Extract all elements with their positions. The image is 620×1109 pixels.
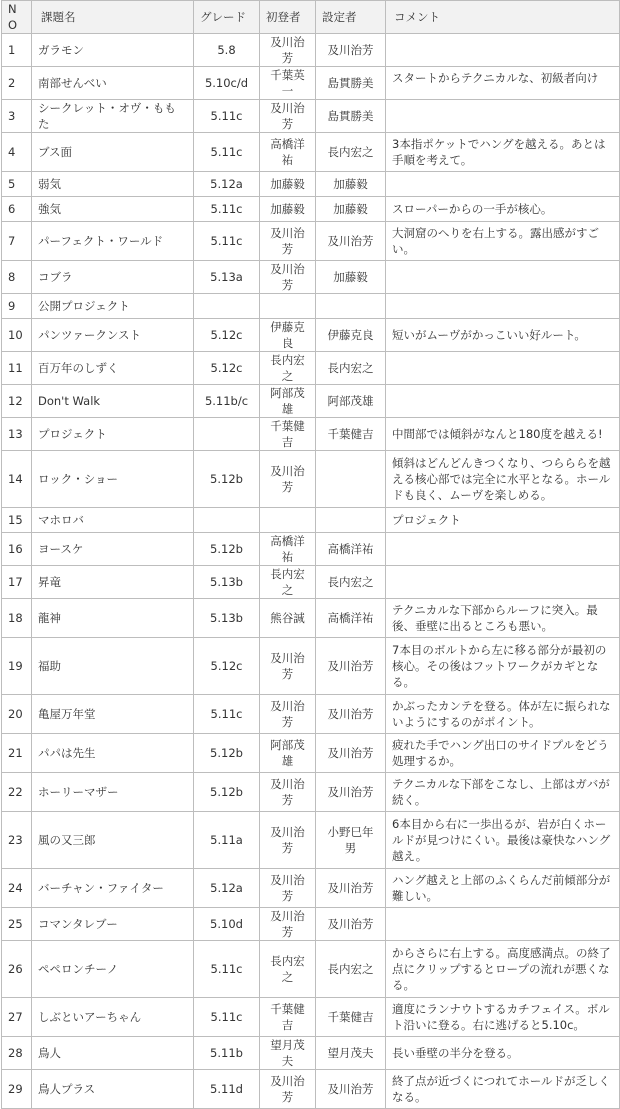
route-grade: 5.10d bbox=[194, 908, 260, 941]
table-row bbox=[2, 451, 620, 508]
route-grade: 5.11d bbox=[194, 1070, 260, 1109]
route-no: 1 bbox=[2, 34, 32, 67]
route-name: 百万年のしずく bbox=[32, 352, 194, 385]
route-no: 10 bbox=[2, 319, 32, 352]
route-comment bbox=[386, 352, 620, 385]
route-no: 11 bbox=[2, 352, 32, 385]
route-grade: 5.12c bbox=[194, 638, 260, 695]
table-row bbox=[2, 133, 620, 172]
route-comment: スローパーからの一手が核心。 bbox=[386, 197, 620, 222]
route-first-ascent: 伊藤克良 bbox=[260, 319, 316, 352]
route-setter: 阿部茂雄 bbox=[316, 385, 386, 418]
route-comment: 7本目のボルトから左に移る部分が最初の核心。その後はフットワークがカギとなる。 bbox=[386, 638, 620, 695]
route-no: 26 bbox=[2, 941, 32, 998]
header-no: NO bbox=[2, 1, 32, 34]
route-first-ascent: 及川治芳 bbox=[260, 100, 316, 133]
route-comment-cell bbox=[386, 67, 620, 100]
route-first-ascent: 及川治芳 bbox=[260, 908, 316, 941]
route-no: 13 bbox=[2, 418, 32, 451]
route-comment: テクニカルな下部をこなし、上部はガバが続く。 bbox=[386, 773, 620, 812]
route-name: ペペロンチーノ bbox=[32, 941, 194, 998]
route-comment: 終了点が近づくにつれてホールドが乏しくなる。 bbox=[386, 1070, 620, 1109]
route-setter: 加藤毅 bbox=[316, 197, 386, 222]
route-no: 6 bbox=[2, 197, 32, 222]
route-first-ascent: 高橋洋祐 bbox=[260, 133, 316, 172]
route-comment: スタートからテクニカルな、初級者向け bbox=[392, 71, 599, 85]
route-no: 14 bbox=[2, 451, 32, 508]
route-grade: 5.12b bbox=[194, 533, 260, 566]
route-setter: 小野巳年男 bbox=[316, 812, 386, 869]
route-name: バーチャン・ファイター bbox=[32, 869, 194, 908]
route-no: 7 bbox=[2, 222, 32, 261]
route-no: 15 bbox=[2, 508, 32, 533]
route-no: 17 bbox=[2, 566, 32, 599]
route-grade bbox=[194, 294, 260, 319]
route-setter: 高橋洋祐 bbox=[316, 599, 386, 638]
route-first-ascent: 阿部茂雄 bbox=[260, 385, 316, 418]
table-row bbox=[2, 197, 620, 222]
route-first-ascent: 及川治芳 bbox=[260, 222, 316, 261]
route-first-ascent: 及川治芳 bbox=[260, 451, 316, 508]
route-name: 南部せんべい bbox=[32, 67, 194, 100]
table-row bbox=[2, 941, 620, 998]
route-name: 鳥人プラス bbox=[32, 1070, 194, 1109]
route-name: 亀屋万年堂 bbox=[32, 695, 194, 734]
route-name: シークレット・オヴ・ももた bbox=[32, 100, 194, 133]
route-grade: 5.11c bbox=[194, 695, 260, 734]
route-setter: 千葉健吉 bbox=[316, 418, 386, 451]
route-setter: 加藤毅 bbox=[316, 261, 386, 294]
route-setter: 及川治芳 bbox=[316, 908, 386, 941]
route-name: 福助 bbox=[32, 638, 194, 695]
route-name: マホロバ bbox=[32, 508, 194, 533]
route-comment: 大洞窟のへりを右上する。露出感がすごい。 bbox=[386, 222, 620, 261]
route-setter: 長内宏之 bbox=[316, 133, 386, 172]
route-setter bbox=[316, 451, 386, 508]
route-setter: 高橋洋祐 bbox=[316, 533, 386, 566]
table-row bbox=[2, 418, 620, 451]
header-grade: グレード bbox=[194, 1, 260, 34]
route-no: 16 bbox=[2, 533, 32, 566]
route-comment: 疲れた手でハング出口のサイドプルをどう処理するか。 bbox=[386, 734, 620, 773]
route-first-ascent: 千葉健吉 bbox=[260, 998, 316, 1037]
route-no: 12 bbox=[2, 385, 32, 418]
table-row bbox=[2, 566, 620, 599]
route-comment: 長い垂壁の半分を登る。 bbox=[386, 1037, 620, 1070]
table-row bbox=[2, 812, 620, 869]
table-row bbox=[2, 508, 620, 533]
route-comment: プロジェクト bbox=[386, 508, 620, 533]
table-row bbox=[2, 261, 620, 294]
route-first-ascent: 望月茂夫 bbox=[260, 1037, 316, 1070]
route-first-ascent: 加藤毅 bbox=[260, 172, 316, 197]
table-header-row bbox=[2, 1, 620, 34]
route-setter: 及川治芳 bbox=[316, 734, 386, 773]
route-no: 3 bbox=[2, 100, 32, 133]
route-name: 龍神 bbox=[32, 599, 194, 638]
route-no: 29 bbox=[2, 1070, 32, 1109]
route-no: 23 bbox=[2, 812, 32, 869]
route-setter: 及川治芳 bbox=[316, 869, 386, 908]
route-setter: 及川治芳 bbox=[316, 34, 386, 67]
route-grade: 5.12c bbox=[194, 352, 260, 385]
route-comment bbox=[386, 533, 620, 566]
route-no: 28 bbox=[2, 1037, 32, 1070]
route-setter bbox=[316, 508, 386, 533]
route-first-ascent bbox=[260, 508, 316, 533]
route-name: ガラモン bbox=[32, 34, 194, 67]
route-comment: 短いがムーヴがかっこいい好ルート。 bbox=[386, 319, 620, 352]
route-name: 弱気 bbox=[32, 172, 194, 197]
route-grade: 5.11b/c bbox=[194, 385, 260, 418]
route-setter: 島貫勝美 bbox=[316, 67, 386, 100]
route-grade: 5.11c bbox=[194, 133, 260, 172]
route-first-ascent: 及川治芳 bbox=[260, 869, 316, 908]
table-row bbox=[2, 599, 620, 638]
route-name: 公開プロジェクト bbox=[32, 294, 194, 319]
route-first-ascent: 長内宏之 bbox=[260, 352, 316, 385]
route-comment bbox=[386, 566, 620, 599]
route-first-ascent: 高橋洋祐 bbox=[260, 533, 316, 566]
table-row bbox=[2, 319, 620, 352]
route-grade: 5.11a bbox=[194, 812, 260, 869]
route-grade: 5.11c bbox=[194, 941, 260, 998]
route-no: 19 bbox=[2, 638, 32, 695]
table-row bbox=[2, 773, 620, 812]
route-comment bbox=[386, 908, 620, 941]
route-no: 8 bbox=[2, 261, 32, 294]
route-no: 5 bbox=[2, 172, 32, 197]
route-first-ascent: 及川治芳 bbox=[260, 773, 316, 812]
route-grade: 5.13a bbox=[194, 261, 260, 294]
route-comment: からさらに右上する。高度感満点。の終了点にクリップするとロープの流れが悪くなる。 bbox=[386, 941, 620, 998]
route-no: 24 bbox=[2, 869, 32, 908]
route-name: 風の又三郎 bbox=[32, 812, 194, 869]
route-no: 9 bbox=[2, 294, 32, 319]
table-row bbox=[2, 908, 620, 941]
route-first-ascent: 及川治芳 bbox=[260, 695, 316, 734]
route-first-ascent: 千葉健吉 bbox=[260, 418, 316, 451]
table-row bbox=[2, 294, 620, 319]
route-grade: 5.13b bbox=[194, 599, 260, 638]
route-no: 20 bbox=[2, 695, 32, 734]
route-comment bbox=[386, 294, 620, 319]
route-first-ascent: 阿部茂雄 bbox=[260, 734, 316, 773]
route-first-ascent: 千葉英一 bbox=[260, 67, 316, 100]
table-row bbox=[2, 34, 620, 67]
route-comment: 適度にランナウトするカチフェイス。ボルト沿いに登る。右に逃げると5.10c。 bbox=[386, 998, 620, 1037]
header-setter: 設定者 bbox=[316, 1, 386, 34]
route-setter bbox=[316, 294, 386, 319]
route-name: パーフェクト・ワールド bbox=[32, 222, 194, 261]
table-row bbox=[2, 1037, 620, 1070]
route-grade: 5.10c/d bbox=[194, 67, 260, 100]
header-first-ascent: 初登者 bbox=[260, 1, 316, 34]
route-setter: 及川治芳 bbox=[316, 638, 386, 695]
route-grade: 5.11b bbox=[194, 1037, 260, 1070]
route-grade: 5.12a bbox=[194, 869, 260, 908]
route-setter: 及川治芳 bbox=[316, 695, 386, 734]
table-row bbox=[2, 100, 620, 133]
route-setter: 千葉健吉 bbox=[316, 998, 386, 1037]
route-setter: 長内宏之 bbox=[316, 352, 386, 385]
route-setter: 島貫勝美 bbox=[316, 100, 386, 133]
route-grade: 5.11c bbox=[194, 197, 260, 222]
route-comment bbox=[386, 385, 620, 418]
route-setter: 及川治芳 bbox=[316, 222, 386, 261]
route-grade: 5.13b bbox=[194, 566, 260, 599]
table-row bbox=[2, 222, 620, 261]
route-name: パパは先生 bbox=[32, 734, 194, 773]
route-comment: 3本指ポケットでハングを越える。あとは手順を考えて。 bbox=[386, 133, 620, 172]
route-name: ブス面 bbox=[32, 133, 194, 172]
header-comment: コメント bbox=[386, 1, 620, 34]
route-comment bbox=[386, 261, 620, 294]
route-comment: 中間部では傾斜がなんと180度を越える! bbox=[386, 418, 620, 451]
route-comment: テクニカルな下部からルーフに突入。最後、垂壁に出るところも悪い。 bbox=[386, 599, 620, 638]
route-comment bbox=[386, 172, 620, 197]
route-name: 昇竜 bbox=[32, 566, 194, 599]
route-name: ホーリーマザー bbox=[32, 773, 194, 812]
route-comment bbox=[386, 34, 620, 67]
route-table bbox=[1, 0, 620, 1109]
route-name: プロジェクト bbox=[32, 418, 194, 451]
table-row bbox=[2, 352, 620, 385]
route-grade bbox=[194, 508, 260, 533]
table-row bbox=[2, 869, 620, 908]
route-name: ロック・ショー bbox=[32, 451, 194, 508]
table-row bbox=[2, 734, 620, 773]
route-grade: 5.8 bbox=[194, 34, 260, 67]
route-no: 2 bbox=[2, 67, 32, 100]
route-first-ascent: 及川治芳 bbox=[260, 638, 316, 695]
route-grade: 5.12a bbox=[194, 172, 260, 197]
table-row bbox=[2, 533, 620, 566]
route-no: 27 bbox=[2, 998, 32, 1037]
route-first-ascent: 長内宏之 bbox=[260, 941, 316, 998]
route-no: 21 bbox=[2, 734, 32, 773]
route-no: 4 bbox=[2, 133, 32, 172]
route-first-ascent: 及川治芳 bbox=[260, 34, 316, 67]
route-first-ascent bbox=[260, 294, 316, 319]
route-setter: 望月茂夫 bbox=[316, 1037, 386, 1070]
route-comment: 傾斜はどんどんきつくなり、つらららを越える核心部では完全に水平となる。ホールドも良く、ムーヴを楽しめる。 bbox=[386, 451, 620, 508]
route-grade: 5.12b bbox=[194, 451, 260, 508]
route-no: 25 bbox=[2, 908, 32, 941]
route-first-ascent: 及川治芳 bbox=[260, 261, 316, 294]
route-setter: 及川治芳 bbox=[316, 773, 386, 812]
route-name: パンツァークンスト bbox=[32, 319, 194, 352]
route-grade: 5.12b bbox=[194, 734, 260, 773]
route-setter: 及川治芳 bbox=[316, 1070, 386, 1109]
route-first-ascent: 及川治芳 bbox=[260, 812, 316, 869]
route-first-ascent: 熊谷誠 bbox=[260, 599, 316, 638]
table-row bbox=[2, 638, 620, 695]
route-name: 強気 bbox=[32, 197, 194, 222]
route-first-ascent: 長内宏之 bbox=[260, 566, 316, 599]
route-first-ascent: 加藤毅 bbox=[260, 197, 316, 222]
route-name: コブラ bbox=[32, 261, 194, 294]
route-comment: 6本目から右に一歩出るが、岩が白くホールドが見つけにくい。最後は豪快なハング越え。 bbox=[386, 812, 620, 869]
table-row bbox=[2, 385, 620, 418]
table-row bbox=[2, 1070, 620, 1109]
route-no: 18 bbox=[2, 599, 32, 638]
route-first-ascent: 及川治芳 bbox=[260, 1070, 316, 1109]
route-setter: 長内宏之 bbox=[316, 941, 386, 998]
route-name: しぶといアーちゃん bbox=[32, 998, 194, 1037]
route-grade: 5.11c bbox=[194, 222, 260, 261]
header-name: 課題名 bbox=[32, 1, 194, 34]
table-row bbox=[2, 172, 620, 197]
route-grade: 5.12b bbox=[194, 773, 260, 812]
table-row bbox=[2, 695, 620, 734]
route-no: 22 bbox=[2, 773, 32, 812]
route-setter: 長内宏之 bbox=[316, 566, 386, 599]
route-comment: かぶったカンテを登る。体が左に振られないようにするのがポイント。 bbox=[386, 695, 620, 734]
route-grade: 5.11c bbox=[194, 998, 260, 1037]
route-comment bbox=[386, 100, 620, 133]
route-grade: 5.11c bbox=[194, 100, 260, 133]
route-name: 鳥人 bbox=[32, 1037, 194, 1070]
table-row bbox=[2, 998, 620, 1037]
route-comment: ハング越えと上部のふくらんだ前傾部分が難しい。 bbox=[386, 869, 620, 908]
route-name: Don't Walk bbox=[32, 385, 194, 418]
route-grade: 5.12c bbox=[194, 319, 260, 352]
route-name: ヨースケ bbox=[32, 533, 194, 566]
route-grade bbox=[194, 418, 260, 451]
route-setter: 加藤毅 bbox=[316, 172, 386, 197]
route-setter: 伊藤克良 bbox=[316, 319, 386, 352]
route-name: コマンタレブー bbox=[32, 908, 194, 941]
table-row bbox=[2, 67, 620, 100]
